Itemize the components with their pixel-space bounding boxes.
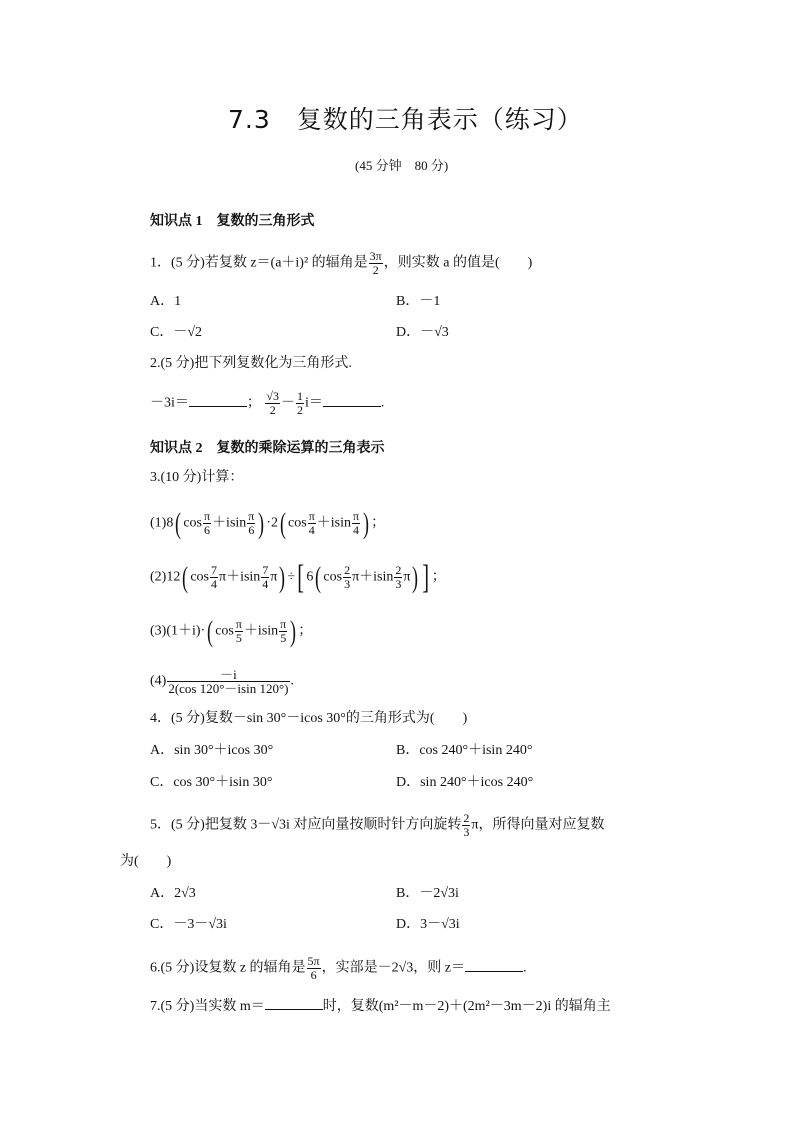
answer-blank[interactable] [189, 393, 247, 407]
answer-blank[interactable] [265, 996, 323, 1010]
q1-option-c[interactable]: C．－√2 [150, 325, 203, 340]
q5-option-c[interactable]: C．－3－√3i [150, 917, 227, 932]
question-2-stem: 2.(5 分)把下列复数化为三角形式. [150, 356, 352, 371]
question-5-stem: 5．(5 分)把复数 3－√3i 对应向量按顺时针方向旋转 $\frac{2}{3}$ π，所得向量对应复数 [150, 811, 605, 839]
q3-item-3: (3)(1＋i)·( cos $\frac{\pi}{5}$ ＋isin $\frac{\pi}{5}$ ) ； [150, 614, 313, 648]
question-2-fill: －3i＝ ； $\frac{√3}{2}$ － $\frac{1}{2}$ i＝ . [150, 389, 385, 417]
question-3-stem: 3.(10 分)计算： [150, 470, 244, 485]
question-4-stem: 4．(5 分)复数－sin 30°－icos 30°的三角形式为( ) [150, 711, 468, 726]
page-subtitle: (45 分钟 80 分) [355, 158, 449, 173]
q4-option-a[interactable]: A．sin 30°＋icos 30° [150, 743, 274, 758]
q1-option-a[interactable]: A．1 [150, 294, 182, 309]
q5-option-b[interactable]: B．－2√3i [396, 886, 459, 901]
q1-option-b[interactable]: B．－1 [396, 294, 441, 309]
q5-option-a[interactable]: A．2√3 [150, 886, 196, 901]
answer-blank[interactable] [323, 393, 381, 407]
answer-blank[interactable] [465, 958, 523, 972]
q3-item-2: (2)12( cos $\frac{7}{4}$ π＋isin $\frac{7}{4}$ π) ÷[ 6( cos $\frac{2}{3}$ π＋isin $\frac{2}{3}$ π) ] ； [150, 558, 446, 596]
question-6-stem: 6.(5 分)设复数 z 的辐角是 $\frac{5\pi}{6}$ ，实部是－2√3，则 z＝ . [150, 954, 527, 982]
q1-option-d[interactable]: D．－√3 [396, 325, 449, 340]
q3-item-4: (4) $\frac{-i}{2(\cos 120^\circ-isin 120^\circ)}$ . [150, 667, 294, 696]
q3-item-1: (1)8( cos $\frac{\pi}{6}$ ＋isin $\frac{\pi}{6}$ ) ·2( cos $\frac{\pi}{4}$ ＋isin $\frac{\pi}{4}$ ) ； [150, 506, 386, 540]
q4-option-b[interactable]: B．cos 240°＋isin 240° [396, 743, 533, 758]
q4-option-c[interactable]: C．cos 30°＋isin 30° [150, 775, 273, 790]
page-title: 7.3 复数的三角表示（练习） [228, 105, 583, 134]
question-1-stem: 1．(5 分)若复数 z＝(a＋i)² 的辐角是 $\frac{3\pi}{2}$ ，则实数 a 的值是( ) [150, 249, 533, 277]
question-5-stem-cont: 为( ) [120, 854, 172, 869]
q5-option-d[interactable]: D．3－√3i [396, 917, 460, 932]
fraction: $\frac{3\pi}{2}$ [369, 249, 382, 277]
section-heading-2: 知识点 2 复数的乘除运算的三角表示 [150, 441, 385, 456]
q4-option-d[interactable]: D．sin 240°＋icos 240° [396, 775, 534, 790]
section-heading-1: 知识点 1 复数的三角形式 [150, 214, 315, 229]
question-7-stem: 7.(5 分)当实数 m＝ 时，复数(m²－m－2)＋(2m²－3m－2)i 的辐角主 [150, 996, 611, 1017]
